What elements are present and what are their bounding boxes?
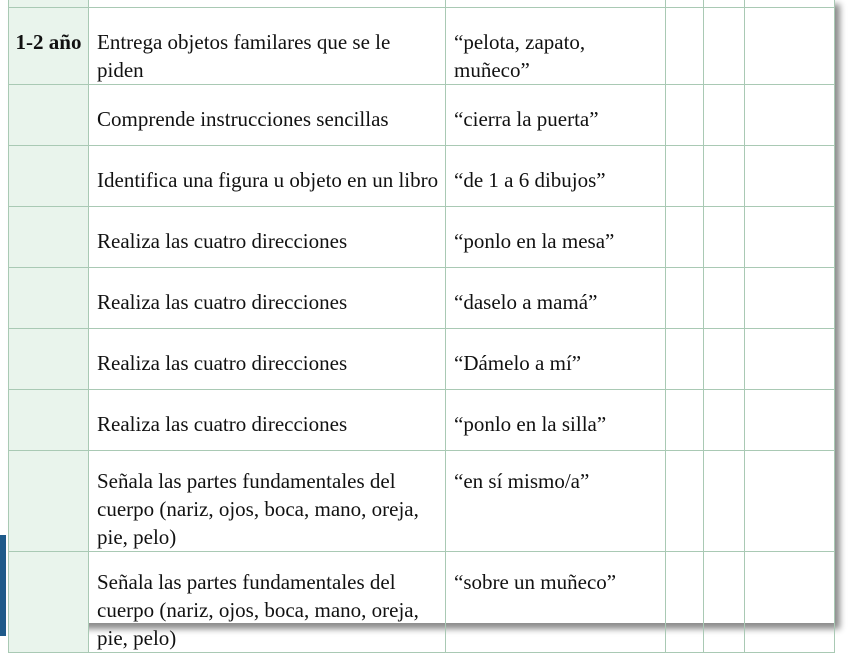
skill-text: Realiza las cuatro direcciones bbox=[97, 290, 348, 314]
example-text: “daselo a mamá” bbox=[454, 290, 598, 314]
skill-text: Identifica una figura u objeto en un libro bbox=[97, 168, 439, 192]
example-text: “en sí mismo/a” bbox=[454, 469, 590, 493]
table-row bbox=[9, 8, 835, 85]
table-sheet bbox=[8, 0, 834, 650]
table-row bbox=[9, 552, 835, 653]
skill-text: Realiza las cuatro direcciones bbox=[97, 412, 348, 436]
table-top-strip bbox=[9, 0, 835, 8]
skill-cell bbox=[89, 85, 446, 146]
score-cell bbox=[666, 146, 704, 207]
notes-cell bbox=[745, 268, 835, 329]
score-cell bbox=[666, 390, 704, 451]
age-cell bbox=[9, 268, 89, 329]
example-cell bbox=[446, 146, 666, 207]
development-milestones-table bbox=[8, 0, 835, 653]
example-cell bbox=[446, 451, 666, 552]
skill-cell bbox=[89, 390, 446, 451]
example-text: “sobre un muñeco” bbox=[454, 570, 617, 594]
score-cell bbox=[704, 552, 745, 653]
skill-text: Comprende instrucciones sencillas bbox=[97, 107, 389, 131]
age-label bbox=[9, 146, 88, 166]
age-cell bbox=[9, 207, 89, 268]
notes-cell bbox=[745, 207, 835, 268]
skill-text: Realiza las cuatro direcciones bbox=[97, 229, 348, 253]
skill-cell bbox=[89, 8, 446, 85]
score-cell bbox=[704, 8, 745, 85]
score-cell bbox=[704, 268, 745, 329]
age-cell bbox=[9, 85, 89, 146]
score-cell bbox=[666, 552, 704, 653]
notes-cell bbox=[745, 8, 835, 85]
age-label bbox=[9, 268, 88, 288]
age-label bbox=[9, 85, 88, 105]
example-text: “cierra la puerta” bbox=[454, 107, 599, 131]
score-cell bbox=[704, 85, 745, 146]
skill-text: Señala las partes fundamentales del cuerpo (nariz, ojos, boca, mano, oreja, pie, pelo) bbox=[97, 570, 419, 650]
age-label bbox=[9, 329, 88, 349]
score-cell bbox=[666, 207, 704, 268]
skill-cell bbox=[89, 451, 446, 552]
skill-cell bbox=[89, 268, 446, 329]
table-row bbox=[9, 146, 835, 207]
example-cell bbox=[446, 268, 666, 329]
table-row bbox=[9, 85, 835, 146]
example-cell bbox=[446, 390, 666, 451]
age-cell bbox=[9, 451, 89, 552]
example-text: “de 1 a 6 dibujos” bbox=[454, 168, 606, 192]
age-cell bbox=[9, 390, 89, 451]
example-cell bbox=[446, 85, 666, 146]
score-cell bbox=[704, 390, 745, 451]
age-cell bbox=[9, 329, 89, 390]
example-cell bbox=[446, 8, 666, 85]
left-edge-accent bbox=[0, 535, 6, 636]
score-cell bbox=[666, 8, 704, 85]
score-cell bbox=[704, 451, 745, 552]
skill-text: Entrega objetos familares que se le piden bbox=[97, 30, 391, 82]
notes-cell bbox=[745, 451, 835, 552]
score-cell bbox=[704, 146, 745, 207]
skill-cell bbox=[89, 552, 446, 653]
example-cell bbox=[446, 207, 666, 268]
example-cell bbox=[446, 552, 666, 653]
skill-cell bbox=[89, 329, 446, 390]
score-cell bbox=[666, 451, 704, 552]
table-row bbox=[9, 451, 835, 552]
notes-cell bbox=[745, 390, 835, 451]
age-label bbox=[9, 451, 88, 471]
skill-text: Realiza las cuatro direcciones bbox=[97, 351, 348, 375]
notes-cell bbox=[745, 552, 835, 653]
notes-cell bbox=[745, 329, 835, 390]
age-cell bbox=[9, 146, 89, 207]
example-text: “pelota, zapato, muñeco” bbox=[454, 30, 586, 82]
example-text: “Dámelo a mí” bbox=[454, 351, 582, 375]
skill-text: Señala las partes fundamentales del cuerpo (nariz, ojos, boca, mano, oreja, pie, pelo) bbox=[97, 469, 419, 549]
age-label bbox=[9, 552, 88, 572]
notes-cell bbox=[745, 85, 835, 146]
skill-cell bbox=[89, 207, 446, 268]
table-row bbox=[9, 329, 835, 390]
age-label: 1-2 año bbox=[15, 30, 82, 54]
example-text: “ponlo en la silla” bbox=[454, 412, 607, 436]
score-cell bbox=[704, 329, 745, 390]
score-cell bbox=[666, 329, 704, 390]
age-label bbox=[9, 207, 88, 227]
age-cell bbox=[9, 552, 89, 653]
table-row bbox=[9, 268, 835, 329]
example-cell bbox=[446, 329, 666, 390]
table-row bbox=[9, 390, 835, 451]
table-row bbox=[9, 207, 835, 268]
age-cell bbox=[9, 8, 89, 85]
age-label bbox=[9, 390, 88, 410]
example-text: “ponlo en la mesa” bbox=[454, 229, 615, 253]
score-cell bbox=[666, 268, 704, 329]
score-cell bbox=[666, 85, 704, 146]
notes-cell bbox=[745, 146, 835, 207]
skill-cell bbox=[89, 146, 446, 207]
score-cell bbox=[704, 207, 745, 268]
